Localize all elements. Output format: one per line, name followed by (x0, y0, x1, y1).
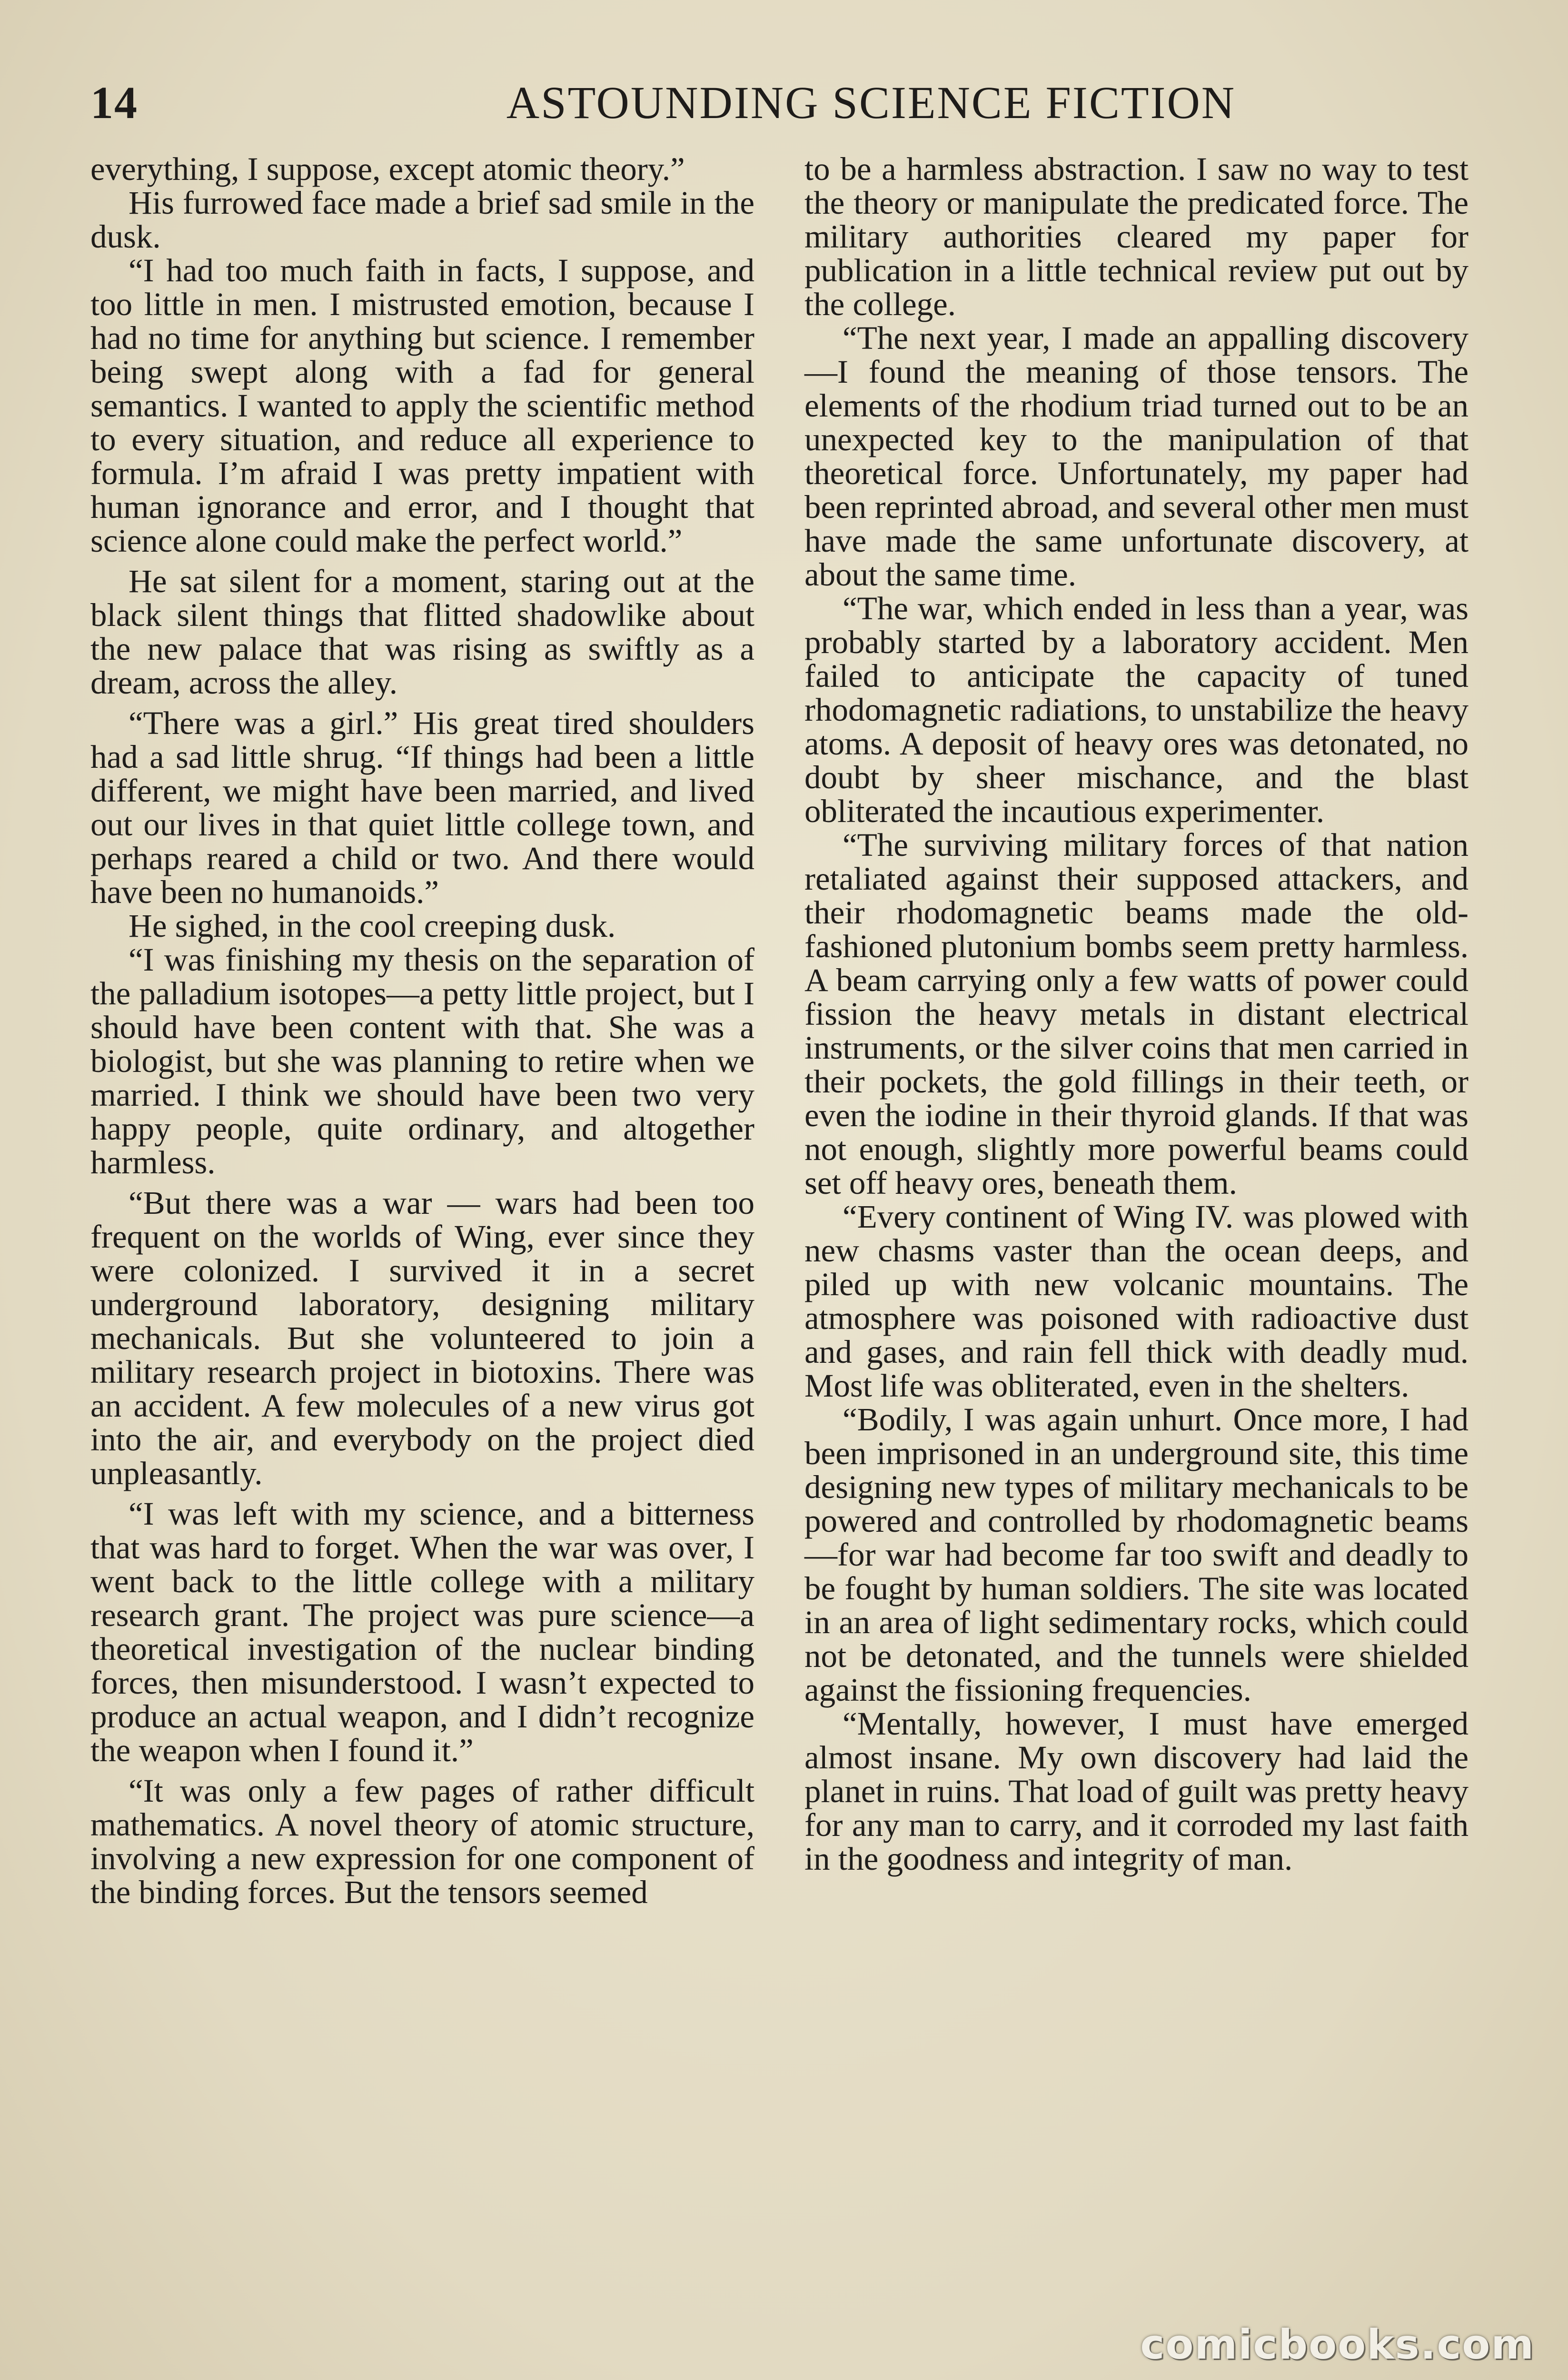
running-title: ASTOUNDING SCIENCE FICTION (506, 77, 1236, 128)
paragraph: “I was left with my science, and a bitterness that was hard to forget. When the war was over, I went back to the little college with a military research grant. The project was pure science—a theoretical investigation of the nuclear binding forces, then misunderstood. I wasn’t expected to produce an actual weapon, and I didn’t recognize the weapon when I found it.” (90, 1496, 754, 1768)
paragraph: “I was finishing my thesis on the separation of the palladium isotopes—a petty little project, but I should have been content with that. She was a biologist, but she was planning to retire when we married. I think we should have been two very happy people, quite ordinary, and altogether harmless. (90, 942, 754, 1180)
paragraph: “The war, which ended in less than a year, was probably started by a laboratory accident. Men failed to anticipate the capacity of tuned rhodomagnetic radiations, to unstabilize the heavy atoms. A deposit of heavy ores was detonated, no doubt by sheer mischance, and the blast obliterated the incautious experimenter. (804, 590, 1469, 829)
paragraph: “There was a girl.” His great tired shoulders had a sad little shrug. “If things had been a little different, we might have been married, and lived out our lives in that quiet little college town, and perhaps reared a child or two. And there would have been no humanoids.” (90, 705, 754, 910)
paragraph: “I had too much faith in facts, I suppose, and too little in men. I mistrusted emotion, because I had no time for anything but science. I remember being swept along with a fad for general semantics. I wanted to apply the scientific method to every situation, and reduce all experience to formula. I’m afraid I was pretty impatient with human ignorance and error, and I thought that science alone could make the perfect world.” (90, 252, 754, 559)
paragraph: “Bodily, I was again unhurt. Once more, I had been imprisoned in an underground site, this time designing new types of military mechanicals to be powered and controlled by rhodomagnetic beams —for war had become far too swift and deadly to be fought by human soldiers. The site was located in an area of light sedimentary rocks, which could not be detonated, and the tunnels were shielded against the fissioning frequencies. (804, 1401, 1469, 1708)
paragraph: “But there was a war — wars had been too frequent on the worlds of Wing, ever since they were colonized. I survived it in a secret underground laboratory, designing military mechanicals. But she volunteered to join a military research project in biotoxins. There was an accident. A few molecules of a new virus got into the air, and everybody on the project died unpleasantly. (90, 1185, 754, 1491)
left-column (90, 152, 754, 1909)
watermark: comicbooks.com (1140, 2321, 1535, 2369)
paragraph: “Every continent of Wing IV. was plowed with new chasms vaster than the ocean deeps, and piled up with new volcanic mountains. The atmosphere was poisoned with radioactive dust and gases, and rain fell thick with deadly mud. Most life was obliterated, even in the shelters. (804, 1199, 1469, 1404)
paragraph: “Mentally, however, I must have emerged almost insane. My own discovery had laid the planet in ruins. That load of guilt was pretty heavy for any man to carry, and it corroded my last faith in the goodness and integrity of man. (804, 1706, 1469, 1877)
paragraph: He sighed, in the cool creeping dusk. (129, 908, 616, 944)
paragraph: His furrowed face made a brief sad smile in the dusk. (90, 185, 754, 255)
paragraph: He sat silent for a moment, staring out at the black silent things that flitted shadowlike about the new palace that was rising as swiftly as a dream, across the alley. (90, 563, 754, 701)
right-column (804, 152, 1469, 1876)
paragraph: “The surviving military forces of that nation retaliated against their supposed attackers, and their rhodomagnetic beams made the old-fashioned plutonium bombs seem pretty harmless. A beam carrying only a few watts of power could fission the heavy metals in distant electrical instruments, or the silver coins that men carried in their pockets, the gold fillings in their teeth, or even the iodine in their thyroid glands. If that was not enough, slightly more powerful beams could set off heavy ores, beneath them. (804, 827, 1469, 1201)
paragraph: to be a harmless abstraction. I saw no way to test the theory or manipulate the predicated force. The military authorities cleared my paper for publication in a little technical review put out by the college. (804, 151, 1469, 322)
page-number: 14 (90, 77, 138, 128)
paragraph: “It was only a few pages of rather difficult mathematics. A novel theory of atomic structure, involving a new expression for one component of the binding forces. But the tensors seemed (90, 1773, 754, 1910)
paragraph: “The next year, I made an appalling discovery—I found the meaning of those tensors. The elements of the rhodium triad turned out to be an unexpected key to the manipulation of that theoretical force. Unfortunately, my paper had been reprinted abroad, and several other men must have made the same unfortunate discovery, at about the same time. (804, 320, 1469, 593)
paragraph: everything, I suppose, except atomic theory.” (90, 151, 685, 187)
